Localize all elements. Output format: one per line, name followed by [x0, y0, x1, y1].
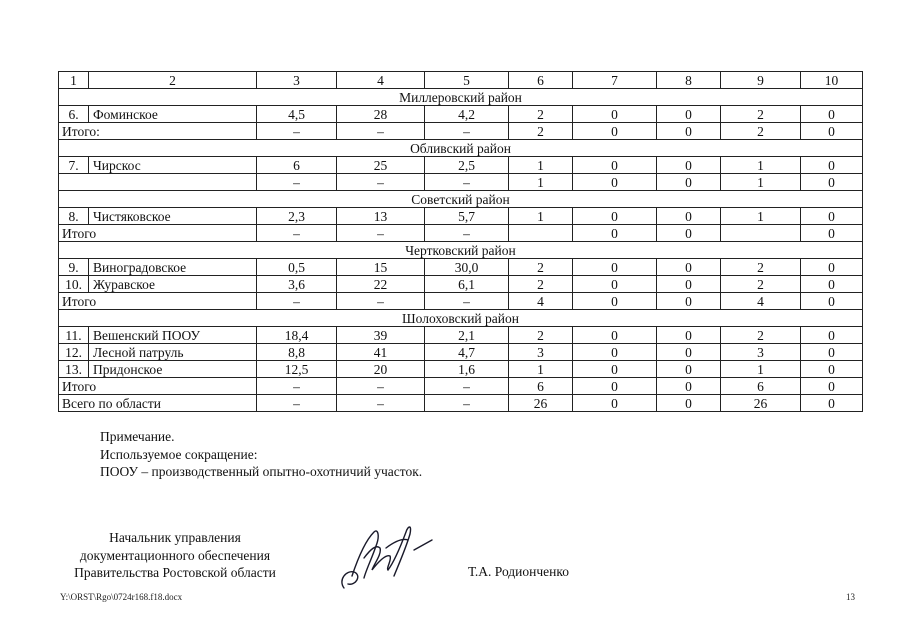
value-cell: 0: [801, 208, 863, 225]
value-cell: –: [257, 174, 337, 191]
value-cell: 26: [721, 395, 801, 412]
value-cell: 6,1: [425, 276, 509, 293]
value-cell: 4,7: [425, 344, 509, 361]
position-line: документационного обеспечения: [79, 547, 271, 563]
value-cell: 12,5: [257, 361, 337, 378]
header-cell: 6: [509, 72, 573, 89]
value-cell: 0: [657, 395, 721, 412]
value-cell: 0: [657, 157, 721, 174]
value-cell: 1,6: [425, 361, 509, 378]
value-cell: 0,5: [257, 259, 337, 276]
table-row: [59, 361, 863, 378]
area-name: Журавское: [89, 276, 257, 293]
header-cell: 9: [721, 72, 801, 89]
district-row: [59, 140, 863, 157]
note-title: Примечание.: [100, 429, 175, 444]
header-cell: 7: [573, 72, 657, 89]
value-cell: 20: [337, 361, 425, 378]
value-cell: 0: [657, 259, 721, 276]
value-cell: 39: [337, 327, 425, 344]
district-row: [59, 89, 863, 106]
value-cell: –: [337, 378, 425, 395]
district-name: Советский район: [59, 191, 863, 208]
value-cell: 0: [573, 106, 657, 123]
area-name: Фоминское: [89, 106, 257, 123]
value-cell: 5,7: [425, 208, 509, 225]
district-name: Чертковский район: [59, 242, 863, 259]
total-label: Итого: [59, 293, 257, 310]
total-row: [59, 174, 863, 191]
district-name: Обливский район: [59, 140, 863, 157]
table-row: [59, 208, 863, 225]
total-label: Итого: [59, 378, 257, 395]
district-row: [59, 191, 863, 208]
value-cell: 0: [801, 106, 863, 123]
value-cell: [721, 225, 801, 242]
total-row: [59, 123, 863, 140]
position-line: Правительства Ростовской области: [74, 565, 276, 580]
value-cell: 2,3: [257, 208, 337, 225]
table-row: [59, 157, 863, 174]
area-name: Придонское: [89, 361, 257, 378]
value-cell: 0: [573, 225, 657, 242]
value-cell: 2: [721, 123, 801, 140]
value-cell: 6: [257, 157, 337, 174]
value-cell: 0: [657, 327, 721, 344]
value-cell: 0: [801, 361, 863, 378]
value-cell: 0: [573, 293, 657, 310]
value-cell: 0: [801, 174, 863, 191]
value-cell: 22: [337, 276, 425, 293]
value-cell: 2: [721, 259, 801, 276]
handwritten-signature-icon: [336, 518, 446, 593]
value-cell: 4: [509, 293, 573, 310]
value-cell: [509, 225, 573, 242]
value-cell: 0: [573, 276, 657, 293]
area-name: Виноградовское: [89, 259, 257, 276]
total-label: [59, 174, 257, 191]
total-row: [59, 395, 863, 412]
value-cell: 2: [509, 327, 573, 344]
value-cell: 3: [721, 344, 801, 361]
value-cell: 0: [657, 208, 721, 225]
value-cell: –: [425, 174, 509, 191]
value-cell: –: [425, 225, 509, 242]
value-cell: –: [257, 395, 337, 412]
value-cell: –: [425, 378, 509, 395]
value-cell: 0: [801, 293, 863, 310]
file-path: Y:\ORST\Rgo\0724r168.f18.docx: [60, 592, 183, 602]
value-cell: 1: [721, 174, 801, 191]
value-cell: –: [337, 293, 425, 310]
row-number: 10.: [59, 276, 89, 293]
value-cell: 0: [657, 225, 721, 242]
value-cell: 0: [573, 123, 657, 140]
value-cell: 0: [573, 344, 657, 361]
value-cell: 18,4: [257, 327, 337, 344]
value-cell: 1: [509, 157, 573, 174]
district-name: Миллеровский район: [59, 89, 863, 106]
value-cell: 0: [573, 395, 657, 412]
value-cell: –: [425, 293, 509, 310]
table-row: [59, 344, 863, 361]
value-cell: –: [257, 293, 337, 310]
value-cell: 2,5: [425, 157, 509, 174]
value-cell: 0: [657, 293, 721, 310]
value-cell: 2: [721, 327, 801, 344]
value-cell: 0: [801, 378, 863, 395]
value-cell: 0: [801, 395, 863, 412]
value-cell: –: [337, 395, 425, 412]
value-cell: 0: [573, 174, 657, 191]
value-cell: 4: [721, 293, 801, 310]
value-cell: 41: [337, 344, 425, 361]
value-cell: –: [257, 378, 337, 395]
note-line: Используемое сокращение:: [100, 446, 258, 462]
total-row: [59, 225, 863, 242]
row-number: 9.: [59, 259, 89, 276]
area-name: Лесной патруль: [89, 344, 257, 361]
value-cell: –: [425, 395, 509, 412]
value-cell: 0: [801, 276, 863, 293]
table-row: [59, 259, 863, 276]
value-cell: 0: [573, 378, 657, 395]
area-name: Вешенский ПООУ: [89, 327, 257, 344]
row-number: 13.: [59, 361, 89, 378]
table-header-row: [59, 72, 863, 89]
value-cell: 2: [509, 106, 573, 123]
value-cell: 26: [509, 395, 573, 412]
value-cell: 0: [801, 157, 863, 174]
value-cell: 2: [509, 123, 573, 140]
value-cell: 0: [657, 276, 721, 293]
value-cell: 0: [801, 123, 863, 140]
table-row: [59, 327, 863, 344]
row-number: 11.: [59, 327, 89, 344]
value-cell: 0: [657, 344, 721, 361]
value-cell: 3,6: [257, 276, 337, 293]
header-cell: 5: [425, 72, 509, 89]
district-name: Шолоховский район: [59, 310, 863, 327]
district-row: [59, 310, 863, 327]
total-label: Всего по области: [59, 395, 257, 412]
value-cell: 4,5: [257, 106, 337, 123]
value-cell: 1: [509, 208, 573, 225]
header-cell: 2: [89, 72, 257, 89]
value-cell: 0: [657, 106, 721, 123]
value-cell: 4,2: [425, 106, 509, 123]
row-number: 8.: [59, 208, 89, 225]
value-cell: 13: [337, 208, 425, 225]
total-row: [59, 378, 863, 395]
value-cell: 0: [657, 123, 721, 140]
value-cell: 2: [509, 276, 573, 293]
value-cell: 28: [337, 106, 425, 123]
value-cell: 0: [801, 327, 863, 344]
allocation-table: [58, 71, 863, 412]
note-line: ПООУ – производственный опытно-охотничий участок.: [100, 464, 423, 479]
value-cell: 15: [337, 259, 425, 276]
table-row: [59, 106, 863, 123]
value-cell: 0: [801, 259, 863, 276]
value-cell: 2: [509, 259, 573, 276]
value-cell: 0: [657, 378, 721, 395]
value-cell: 1: [509, 361, 573, 378]
value-cell: 1: [721, 361, 801, 378]
total-label: Итого: [59, 225, 257, 242]
total-label: Итого:: [59, 123, 257, 140]
value-cell: 0: [801, 225, 863, 242]
header-cell: 1: [59, 72, 89, 89]
value-cell: 0: [573, 208, 657, 225]
value-cell: 1: [721, 208, 801, 225]
value-cell: 6: [721, 378, 801, 395]
row-number: 6.: [59, 106, 89, 123]
area-name: Чистяковское: [89, 208, 257, 225]
value-cell: 0: [573, 157, 657, 174]
value-cell: –: [337, 123, 425, 140]
value-cell: 2,1: [425, 327, 509, 344]
note-block: [100, 428, 422, 481]
value-cell: 0: [573, 259, 657, 276]
value-cell: 1: [509, 174, 573, 191]
value-cell: 2: [721, 106, 801, 123]
value-cell: 0: [573, 327, 657, 344]
value-cell: 0: [657, 361, 721, 378]
area-name: Чирскос: [89, 157, 257, 174]
value-cell: –: [257, 225, 337, 242]
header-cell: 3: [257, 72, 337, 89]
value-cell: –: [425, 123, 509, 140]
value-cell: 0: [657, 174, 721, 191]
total-row: [59, 293, 863, 310]
position-line: Начальник управления: [109, 530, 241, 545]
value-cell: –: [257, 123, 337, 140]
district-row: [59, 242, 863, 259]
row-number: 7.: [59, 157, 89, 174]
value-cell: 2: [721, 276, 801, 293]
signatory-name: Т.А. Родионченко: [468, 564, 569, 579]
value-cell: 1: [721, 157, 801, 174]
value-cell: 30,0: [425, 259, 509, 276]
row-number: 12.: [59, 344, 89, 361]
table-body: [59, 72, 863, 412]
value-cell: –: [337, 174, 425, 191]
table-row: [59, 276, 863, 293]
value-cell: 6: [509, 378, 573, 395]
value-cell: 25: [337, 157, 425, 174]
page-number: 13: [846, 592, 855, 602]
value-cell: –: [337, 225, 425, 242]
header-cell: 4: [337, 72, 425, 89]
value-cell: 0: [573, 361, 657, 378]
header-cell: 8: [657, 72, 721, 89]
value-cell: 0: [801, 344, 863, 361]
signatory-position: [60, 529, 290, 582]
header-cell: 10: [801, 72, 863, 89]
value-cell: 8,8: [257, 344, 337, 361]
value-cell: 3: [509, 344, 573, 361]
